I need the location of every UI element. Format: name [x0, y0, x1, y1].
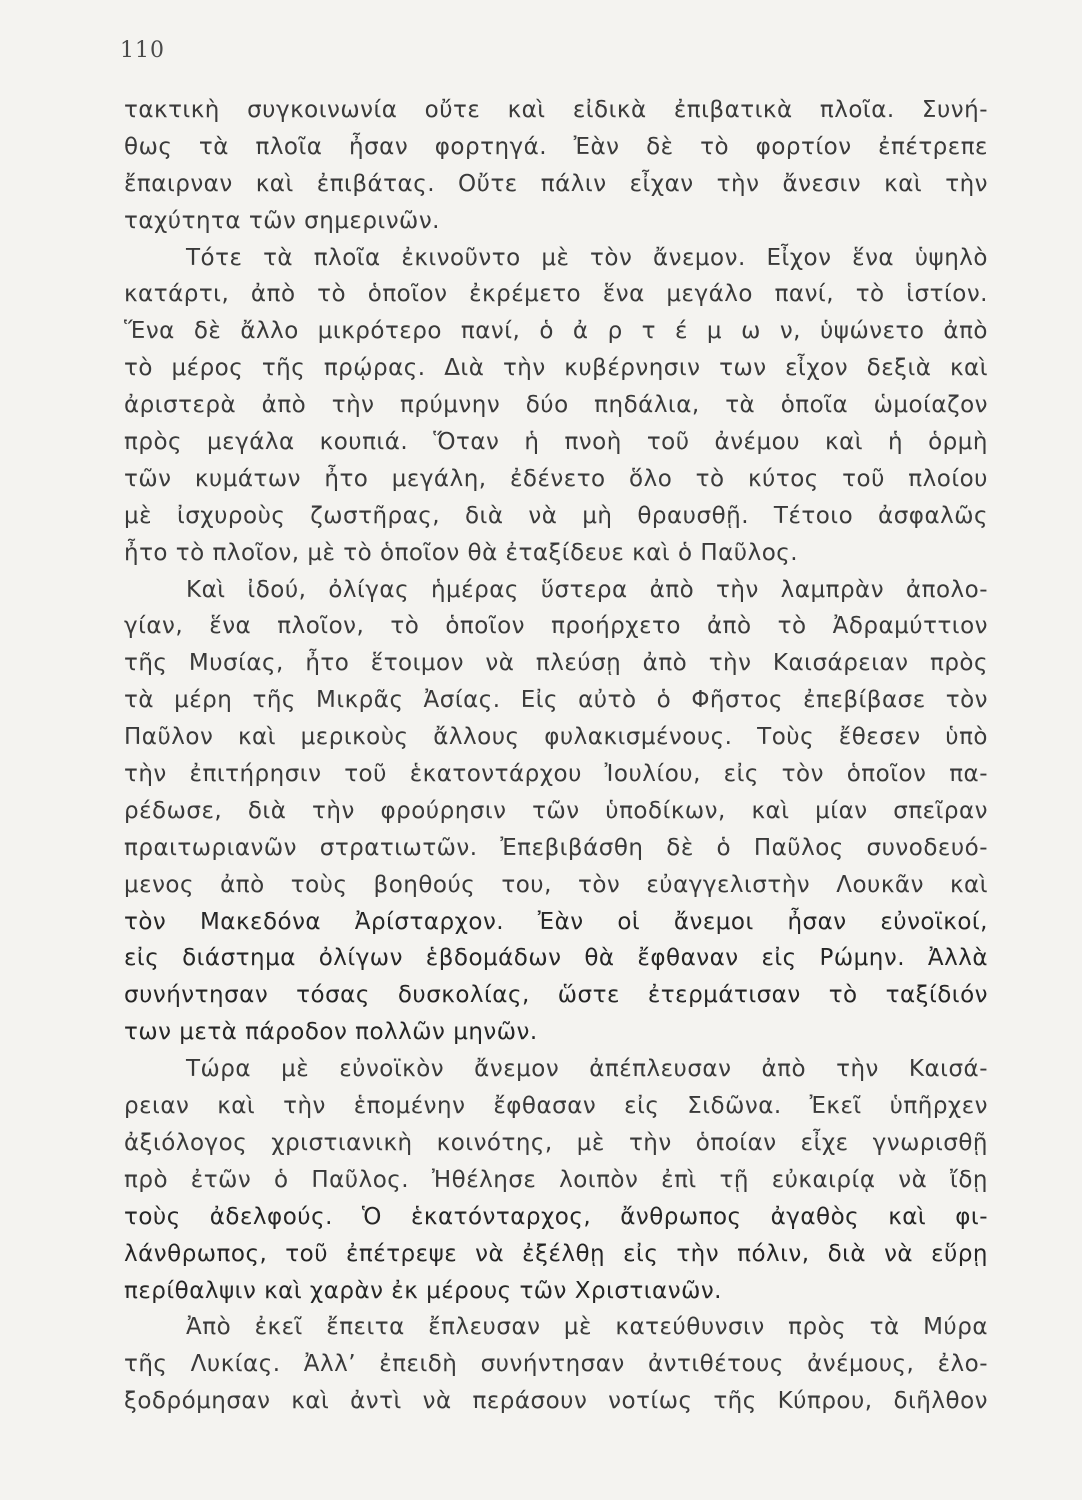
text-line: ρέδωσε, διὰ τὴν φρούρησιν τῶν ὑποδίκων, καὶ μίαν σπεῖραν [124, 797, 988, 824]
text-line: Παῦλον καὶ μερικοὺς ἄλλους φυλακισμένους. Τοὺς ἔθεσεν ὑπὸ [124, 724, 988, 751]
text-line: τὸν Μακεδόνα Ἀρίσταρχον. Ἐὰν οἱ ἄνεμοι ἦσαν εὐνοϊκοί, [124, 908, 988, 935]
text-line: ἀριστερὰ ἀπὸ τὴν πρύμνην δύο πηδάλια, τὰ ὁποῖα ὡμοίαζον [124, 392, 988, 419]
text-line: θως τὰ πλοῖα ἦσαν φορτηγά. Ἐὰν δὲ τὸ φορτίον ἐπέτρεπε [124, 133, 988, 160]
text-line: Καὶ ἰδού, ὀλίγας ἡμέρας ὕστερα ἀπὸ τὴν λαμπρὰν ἀπολο- [186, 576, 988, 603]
text-line: ἦτο τὸ πλοῖον, μὲ τὸ ὁποῖον θὰ ἐταξίδευε καὶ ὁ Παῦλος. [124, 539, 799, 566]
text-line: περίθαλψιν καὶ χαρὰν ἐκ μέρους τῶν Χριστιανῶν. [124, 1277, 722, 1304]
text-line: εἰς διάστημα ὀλίγων ἑβδομάδων θὰ ἔφθαναν εἰς Ρώμην. Ἀλλὰ [124, 945, 988, 972]
text-line: τὸ μέρος τῆς πρῴρας. Διὰ τὴν κυβέρνησιν των εἶχον δεξιὰ καὶ [124, 355, 988, 382]
body-text [124, 92, 988, 1420]
text-line: κατάρτι, ἀπὸ τὸ ὁποῖον ἐκρέμετο ἕνα μεγάλο πανί, τὸ ἱστίον. [124, 281, 988, 308]
text-line: των μετὰ πάροδον πολλῶν μηνῶν. [124, 1019, 538, 1046]
text-line: γίαν, ἕνα πλοῖον, τὸ ὁποῖον προήρχετο ἀπὸ τὸ Ἀδραμύττιον [124, 613, 988, 640]
text-line: τῶν κυμάτων ἦτο μεγάλη, ἐδένετο ὅλο τὸ κύτος τοῦ πλοίου [124, 465, 988, 492]
text-line: πραιτωριανῶν στρατιωτῶν. Ἐπεβιβάσθη δὲ ὁ Παῦλος συνοδευό- [124, 834, 988, 861]
text-line: πρὸ ἐτῶν ὁ Παῦλος. Ἠθέλησε λοιπὸν ἐπὶ τῇ εὐκαιρίᾳ νὰ ἴδῃ [124, 1166, 988, 1193]
text-line: Τώρα μὲ εὐνοϊκὸν ἄνεμον ἀπέπλευσαν ἀπὸ τὴν Καισά- [186, 1056, 988, 1083]
text-line: τὴν ἐπιτήρησιν τοῦ ἑκατοντάρχου Ἰουλίου, εἰς τὸν ὁποῖον πα- [124, 761, 988, 788]
text-line: τὰ μέρη τῆς Μικρᾶς Ἀσίας. Εἰς αὐτὸ ὁ Φῆστος ἐπεβίβασε τὸν [124, 687, 988, 714]
text-line: πρὸς μεγάλα κουπιά. Ὅταν ἡ πνοὴ τοῦ ἀνέμου καὶ ἡ ὁρμὴ [124, 429, 988, 456]
text-line: ἔπαιρναν καὶ ἐπιβάτας. Οὔτε πάλιν εἶχαν τὴν ἄνεσιν καὶ τὴν [124, 170, 988, 197]
text-line: Ἀπὸ ἐκεῖ ἔπειτα ἔπλευσαν μὲ κατεύθυνσιν πρὸς τὰ Μύρα [186, 1314, 988, 1341]
text-line: ταχύτητα τῶν σημερινῶν. [124, 207, 440, 234]
text-line: τοὺς ἀδελφούς. Ὁ ἑκατόνταρχος, ἄνθρωπος ἀγαθὸς καὶ φι- [124, 1203, 988, 1230]
text-line: ξοδρόμησαν καὶ ἀντὶ νὰ περάσουν νοτίως τῆς Κύπρου, διῆλθον [124, 1388, 988, 1415]
text-line: τακτικὴ συγκοινωνία οὔτε καὶ εἰδικὰ ἐπιβατικὰ πλοῖα. Συνή- [124, 97, 988, 123]
text-line: τῆς Μυσίας, ἦτο ἕτοιμον νὰ πλεύσῃ ἀπὸ τὴν Καισάρειαν πρὸς [124, 650, 988, 677]
text-line: ρειαν καὶ τὴν ἑπομένην ἔφθασαν εἰς Σιδῶνα. Ἐκεῖ ὑπῆρχεν [124, 1093, 988, 1120]
text-line: Ἕνα δὲ ἄλλο μικρότερο πανί, ὁ ἀ ρ τ έ μ ω ν, ὑψώνετο ἀπὸ [124, 318, 988, 345]
text-line: τῆς Λυκίας. Ἀλλ’ ἐπειδὴ συνήντησαν ἀντιθέτους ἀνέμους, ἐλο- [124, 1351, 988, 1378]
text-line: λάνθρωπος, τοῦ ἐπέτρεψε νὰ ἐξέλθῃ εἰς τὴν πόλιν, διὰ νὰ εὕρῃ [124, 1240, 988, 1267]
text-line: μὲ ἰσχυροὺς ζωστῆρας, διὰ νὰ μὴ θραυσθῇ. Τέτοιο ἀσφαλῶς [124, 502, 988, 529]
text-line: συνήντησαν τόσας δυσκολίας, ὥστε ἐτερμάτισαν τὸ ταξίδιόν [124, 982, 988, 1009]
page-number: 110 [120, 38, 165, 63]
text-line: ἀξιόλογος χριστιανικὴ κοινότης, μὲ τὴν ὁποίαν εἶχε γνωρισθῇ [124, 1129, 988, 1156]
text-line: Τότε τὰ πλοῖα ἐκινοῦντο μὲ τὸν ἄνεμον. Εἶχον ἕνα ὑψηλὸ [186, 244, 988, 271]
text-line: μενος ἀπὸ τοὺς βοηθούς του, τὸν εὐαγγελιστὴν Λουκᾶν καὶ [124, 871, 988, 898]
